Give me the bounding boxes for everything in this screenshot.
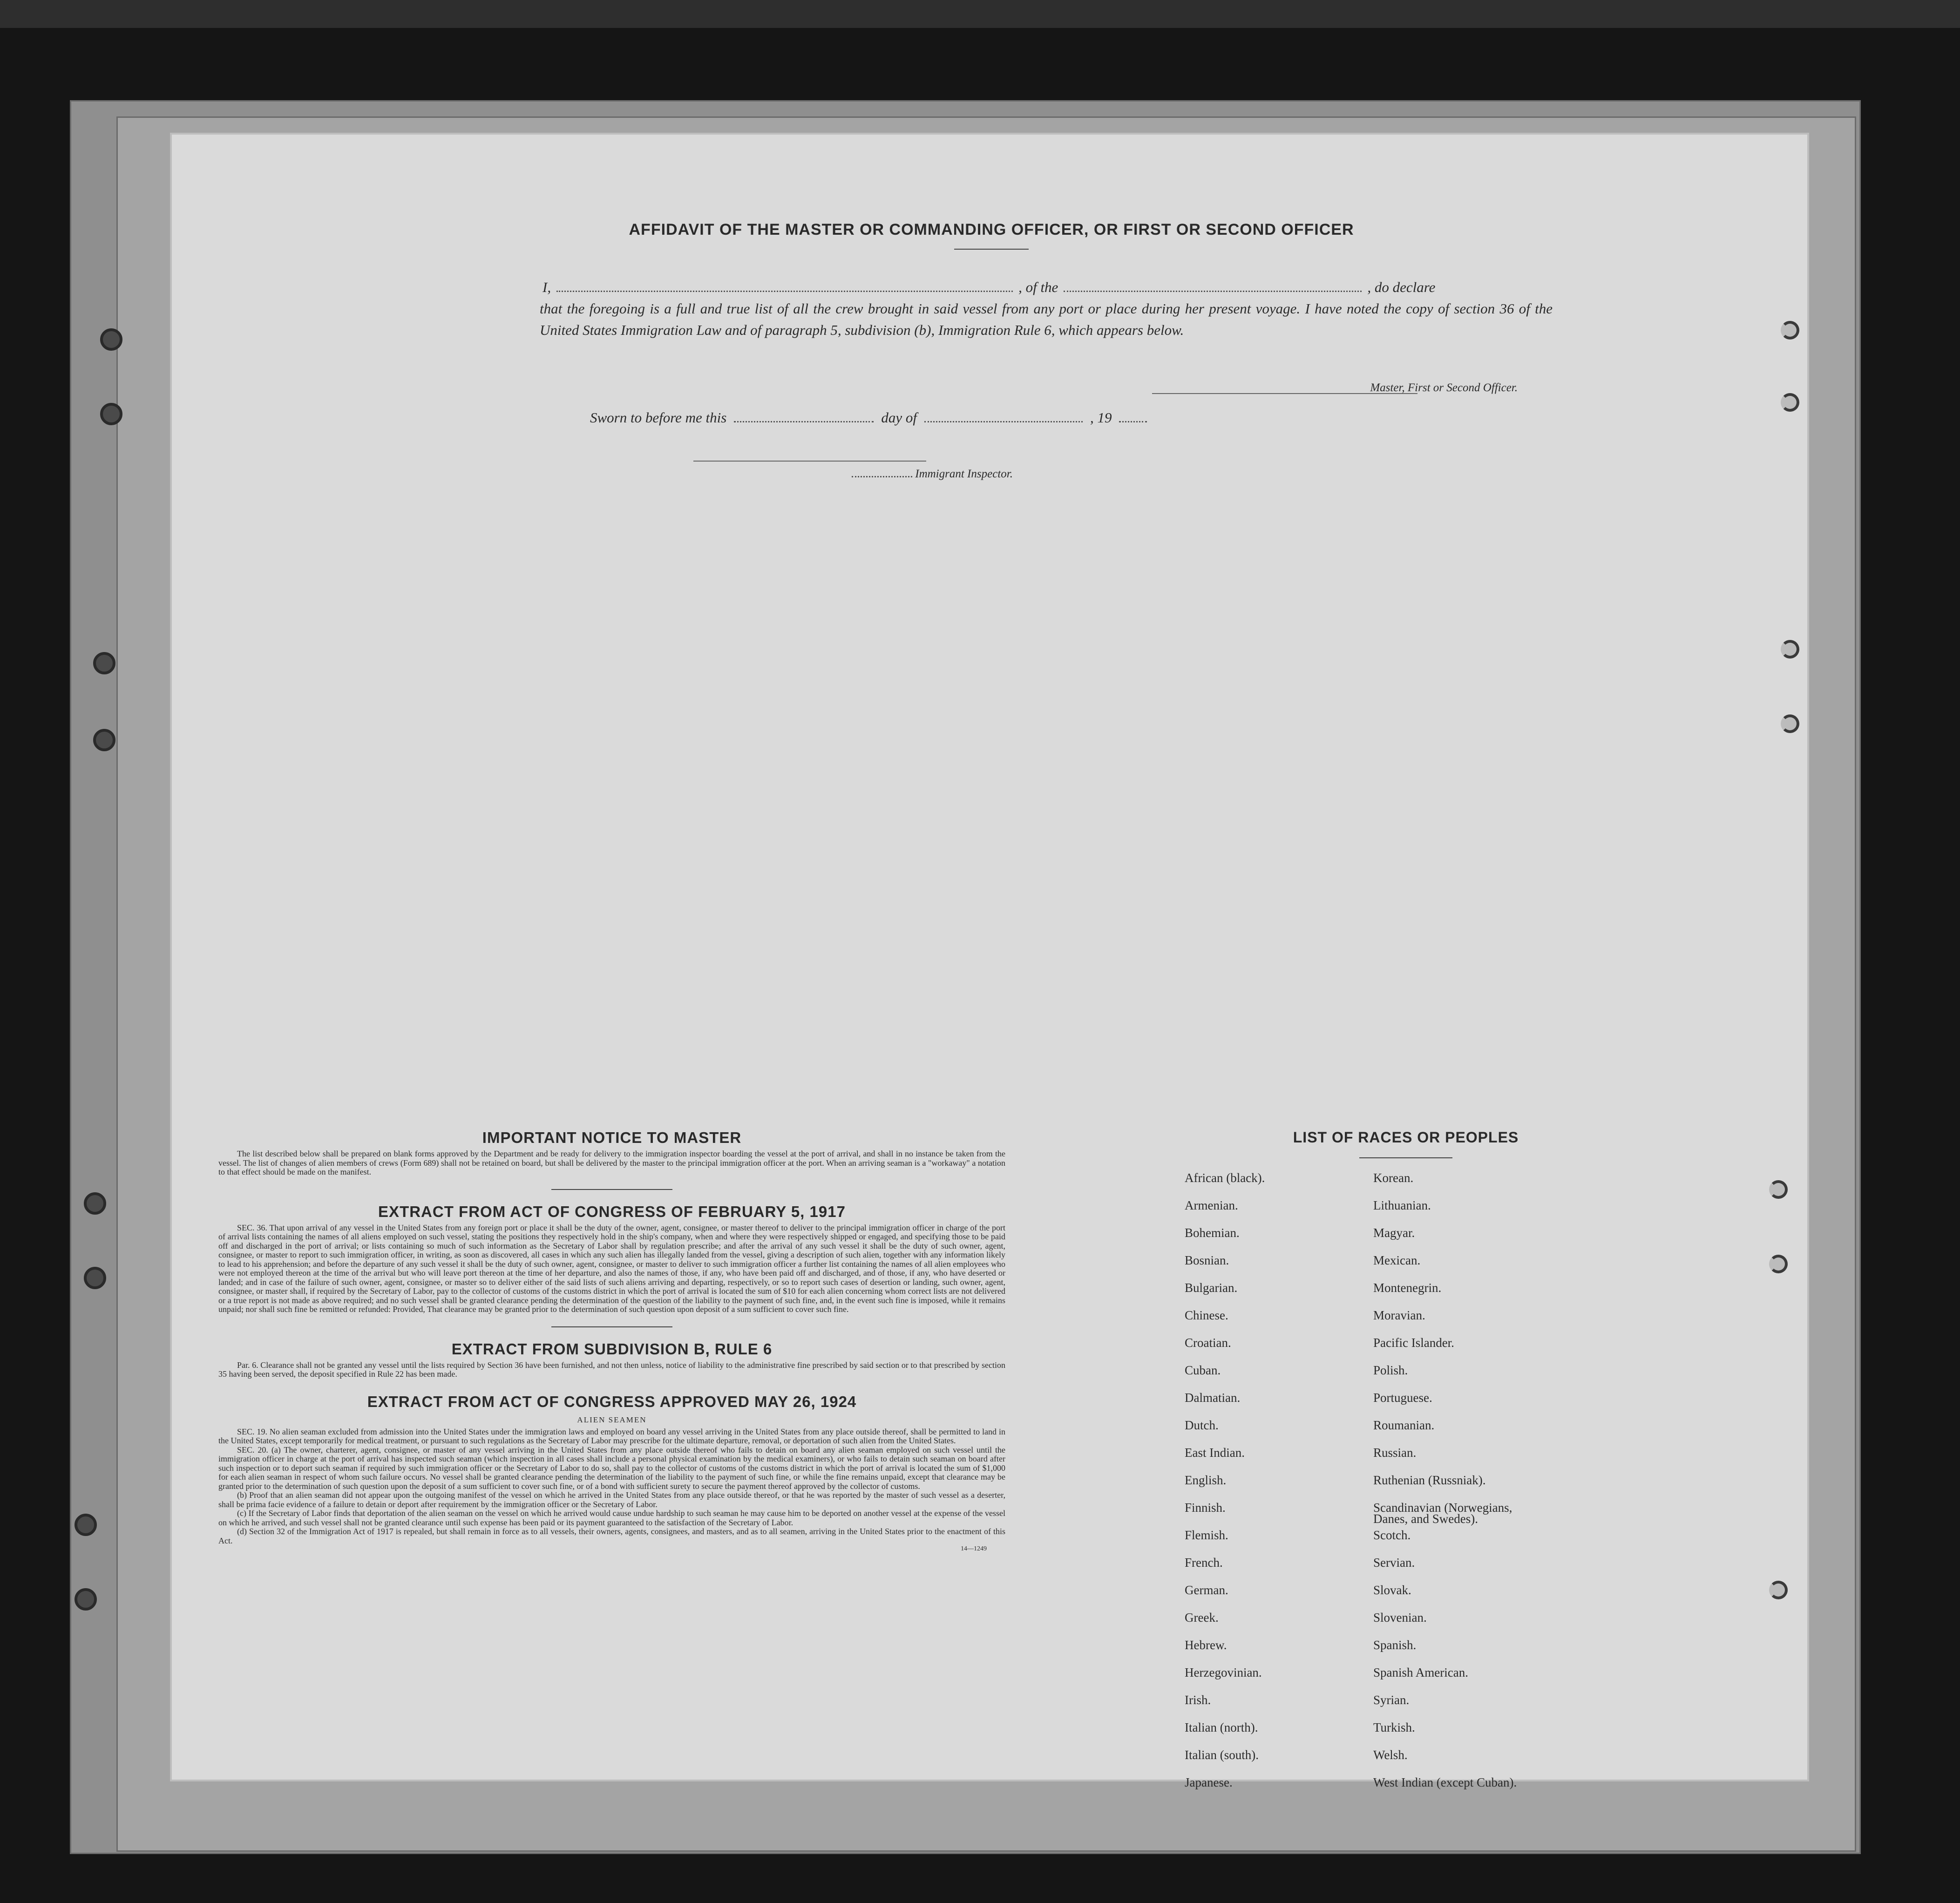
notice-body: The list described below shall be prepared on blank forms approved by the Department and be ready for delivery to the immigration inspector boarding the vessel at the port of arrival, and shall in no instance be taken from the vessel. The list of changes of alien members of crews (Form 689) shall not be retained on board, but shall be delivered by the master to the principal immigration officer at the port. When an arriving seaman is a "workaway" a notation to that effect should be made on the manifest. [218, 1149, 1005, 1176]
vessel-name-blank[interactable] [1064, 277, 1362, 292]
affidavit-i-label: I, [543, 279, 551, 295]
extract-1917-body: SEC. 36. That upon arrival of any vessel in the United States from any foreign port or place it shall be the duty of the owner, agent, consignee, or master thereof to deliver to the principal immigration officer in charge of the port of arrival lists containing the names of all aliens employed on such vessel, stating the positions they respectively hold in the ship's company, when and where they were respectively shipped or engaged, and specifying those to be paid off and discharged in the port of arrival; or lists containing so much of such information as the Secretary of Labor shall by regulation prescribe; and after the arrival of any such vessel it shall be the duty of such owner, agent, consignee, or master to report to such immigration officer, in writing, as soon as discovered, all cases in which any such alien has illegally landed from the vessel, giving a description of such alien, together with any information likely to lead to his apprehension; and before the departure of any such vessel it shall be the duty of such owner, agent, consignee, or master to deliver to such immigration officer a further list containing the names of all alien employees who were not employed thereon at the time of the arrival but who will leave port thereon at the time of her departure, and also the names of those, if any, who have been paid off and discharged, and of those, if any, who have deserted or landed; and in case of the failure of such owner, agent, consignee, or master so to deliver either of the said lists of such aliens arriving and departing, respectively, or so to report such cases of desertion or landing, such owner, agent, consignee, or master shall, if required by the Secretary of Labor, pay to the collector of customs of the customs district in which the port of arrival is located the sum of $10 for each alien concerning whom correct lists are not delivered or a true report is not made as above required; and no such vessel shall be granted clearance pending the determination of the question of the liability to the payment of such fine, and, in the event such fine is imposed, while it remains unpaid; nor shall such fine be remitted or refunded: Provided, That clearance may be granted prior to the determination of such question upon deposit of a sum sufficient to cover such fine. [218, 1223, 1005, 1314]
race-item: Dalmatian. [1185, 1391, 1241, 1405]
binder-hole [75, 1514, 97, 1536]
race-item: Italian (north). [1185, 1720, 1258, 1734]
race-item: Portuguese. [1373, 1391, 1432, 1405]
race-item: English. [1185, 1473, 1227, 1487]
race-item: Ruthenian (Russniak). [1373, 1473, 1486, 1487]
extract-1917-title: EXTRACT FROM ACT OF CONGRESS OF FEBRUARY 5, 1917 [378, 1203, 846, 1220]
sec20d-paragraph: (d) Section 32 of the Immigration Act of 1917 is repealed, but shall remain in force as to all vessels, their owners, agents, consignees, and masters, and as to all seamen, arriving in the United States prior to the enactment of this Act. [218, 1527, 1005, 1545]
race-item: Greek. [1185, 1611, 1219, 1624]
race-item: Bohemian. [1185, 1226, 1240, 1240]
binder-hole [100, 403, 122, 425]
race-item: Irish. [1185, 1693, 1211, 1707]
sworn-year-blank[interactable] [1119, 407, 1147, 422]
inspector-blank[interactable] [852, 467, 912, 477]
race-item: Moravian. [1373, 1308, 1425, 1322]
binder-hole [75, 1588, 97, 1611]
binder-hole [1769, 1180, 1788, 1199]
race-item: Chinese. [1185, 1308, 1228, 1322]
section-rule [551, 1326, 672, 1327]
sworn-line [586, 407, 1151, 426]
affidavit-title: AFFIDAVIT OF THE MASTER OR COMMANDING OFFICER, OR FIRST OR SECOND OFFICER [629, 221, 1354, 238]
sworn-day-blank[interactable] [734, 407, 874, 422]
race-item: Scandinavian (Norwegians, Danes, and Swedes). [1373, 1501, 1512, 1526]
race-item: Croatian. [1185, 1336, 1231, 1350]
race-item: Syrian. [1373, 1693, 1410, 1707]
race-item: Herzegovinian. [1185, 1665, 1262, 1679]
sec19-paragraph: SEC. 19. No alien seaman excluded from admission into the United States under the immigration laws and employed on board any vessel arriving in the United States from any place outside thereof, shall be permitted to land in the United States, except temporarily for medical treatment, or pursuant to such regulations as the Secretary of Labor may prescribe for the ultimate departure, removal, or deportation of such alien from the United States. [218, 1427, 1005, 1445]
races-title: LIST OF RACES OR PEOPLES [1293, 1129, 1519, 1146]
race-item: Polish. [1373, 1363, 1408, 1377]
manifest-page [170, 133, 1809, 1789]
rule6-title: EXTRACT FROM SUBDIVISION B, RULE 6 [451, 1340, 773, 1358]
affidavit-line1 [540, 277, 1553, 298]
sworn-month-blank[interactable] [924, 407, 1083, 422]
race-item: West Indian (except Cuban). [1373, 1775, 1517, 1789]
inspector-signature-line[interactable] [693, 461, 926, 462]
binder-hole [93, 652, 115, 674]
race-item: Turkish. [1373, 1720, 1415, 1734]
race-item: Pacific Islander. [1373, 1336, 1454, 1350]
top-edge [0, 0, 1960, 28]
race-item: African (black). [1185, 1171, 1265, 1185]
race-item: Lithuanian. [1373, 1198, 1431, 1212]
race-item: Slovenian. [1373, 1611, 1427, 1624]
officer-name-blank[interactable] [556, 277, 1013, 292]
race-item: Dutch. [1185, 1418, 1219, 1432]
binder-hole [1781, 714, 1799, 733]
binder-hole [84, 1192, 106, 1215]
sworn-day-of: day of [881, 409, 917, 426]
race-item: Korean. [1373, 1171, 1414, 1185]
sworn-year: , 19 [1090, 409, 1112, 426]
binder-hole [1769, 1255, 1788, 1273]
race-item: Mexican. [1373, 1253, 1421, 1267]
race-item: Bosnian. [1185, 1253, 1229, 1267]
master-signature-label: Master, First or Second Officer. [1370, 381, 1518, 394]
binder-hole [93, 729, 115, 751]
alien-seamen-subtitle: ALIEN SEAMEN [577, 1415, 647, 1424]
race-item: Slovak. [1373, 1583, 1411, 1597]
sec20a-paragraph: SEC. 20. (a) The owner, charterer, agent, consignee, or master of any vessel arriving in the United States from any place outside thereof who fails to detain on board any alien seaman employed on such vessel until the immigration officer in charge at the port of arrival has inspected such seaman (which inspection in all cases shall include a personal physical examination by the medical examiners), or who fails to detain such seaman on board after such inspection or to deport such seaman if required by such immigration officer or the Secretary of Labor to do so, shall pay to the collector of customs of the customs district in which the port of arrival is located the sum of $1,000 for each alien seaman in respect of whom such failure occurs. No vessel shall be granted clearance pending the determination of the liability to the payment of such fine, or while the fine remains unpaid, except that clearance may be granted prior to the determination of such question upon the deposit of a sum sufficient to cover such fine, or of a bond with sufficient surety to secure the payment thereof approved by the collector of customs. [218, 1445, 1005, 1491]
rule6-body: Par. 6. Clearance shall not be granted any vessel until the lists required by Section 36 have been furnished, and not then unless, notice of liability to the administrative fine prescribed by said section or to that prescribed by section 35 having been served, the deposit specified in Rule 22 has been made. [218, 1360, 1005, 1379]
binder-hole [1781, 640, 1799, 659]
race-item: Japanese. [1185, 1775, 1233, 1789]
sec20c-paragraph: (c) If the Secretary of Labor finds that deportation of the alien seaman on the vessel on which he arrived would cause undue hardship to such seaman he may cause him to be deported on another vessel at the expense of the vessel on which he arrived, and such vessel shall not be granted clearance until such expense has been paid or its payment guaranteed to the satisfaction of the Secretary of Labor. [218, 1509, 1005, 1527]
affidavit-body [540, 277, 1553, 341]
sec20b-paragraph: (b) Proof that an alien seaman did not appear upon the outgoing manifest of the vessel on which he arrived in the United States from any place outside thereof, or that he was reported by the master of such vessel as a deserter, shall be prima facie evidence of a failure to detain or deport after requirement by the immigration officer or the Secretary of Labor. [218, 1490, 1005, 1509]
race-item: Italian (south). [1185, 1748, 1259, 1762]
inspector-label [852, 467, 1013, 481]
race-item: Hebrew. [1185, 1638, 1227, 1652]
binder-hole [1769, 1581, 1788, 1599]
sworn-prefix: Sworn to before me this [590, 409, 727, 426]
race-item: Spanish. [1373, 1638, 1417, 1652]
affidavit-declare-label: , do declare [1367, 279, 1436, 295]
race-item: Servian. [1373, 1556, 1415, 1570]
race-item: Armenian. [1185, 1198, 1238, 1212]
race-item: Finnish. [1185, 1501, 1226, 1515]
notice-column [218, 1129, 1005, 1553]
affidavit-of-the-label: , of the [1018, 279, 1058, 295]
section-rule [551, 1189, 672, 1190]
binder-hole [1781, 321, 1799, 340]
race-item: Magyar. [1373, 1226, 1415, 1240]
race-item: Spanish American. [1373, 1665, 1468, 1679]
races-column [1173, 1129, 1639, 1789]
race-item: French. [1185, 1556, 1223, 1570]
race-item: Cuban. [1185, 1363, 1221, 1377]
race-item: Montenegrin. [1373, 1281, 1442, 1295]
race-item: Flemish. [1185, 1528, 1228, 1542]
race-item: German. [1185, 1583, 1228, 1597]
title-rule [954, 249, 1029, 250]
race-item: Russian. [1373, 1446, 1417, 1460]
form-number: 14—1249 [961, 1545, 987, 1552]
races-rule [1359, 1157, 1452, 1158]
race-item: Scotch. [1373, 1528, 1411, 1542]
race-item: Bulgarian. [1185, 1281, 1238, 1295]
notice-title: IMPORTANT NOTICE TO MASTER [482, 1129, 742, 1146]
extract-1924-title: EXTRACT FROM ACT OF CONGRESS APPROVED MAY 26, 1924 [367, 1393, 857, 1410]
binder-hole [100, 328, 122, 351]
affidavit-statement: that the foregoing is a full and true list of all the crew brought in said vessel from any port or place during her present voyage. I have noted the copy of section 36 of the United States Immigration Law and of paragraph 5, subdivision (b), Immigration Rule 6, which appears below. [540, 300, 1553, 338]
inspector-label-text: Immigrant Inspector. [915, 468, 1013, 480]
race-item: East Indian. [1185, 1446, 1245, 1460]
race-item: Welsh. [1373, 1748, 1408, 1762]
binder-hole [84, 1267, 106, 1289]
binder-hole [1781, 393, 1799, 412]
race-item: Roumanian. [1373, 1418, 1435, 1432]
